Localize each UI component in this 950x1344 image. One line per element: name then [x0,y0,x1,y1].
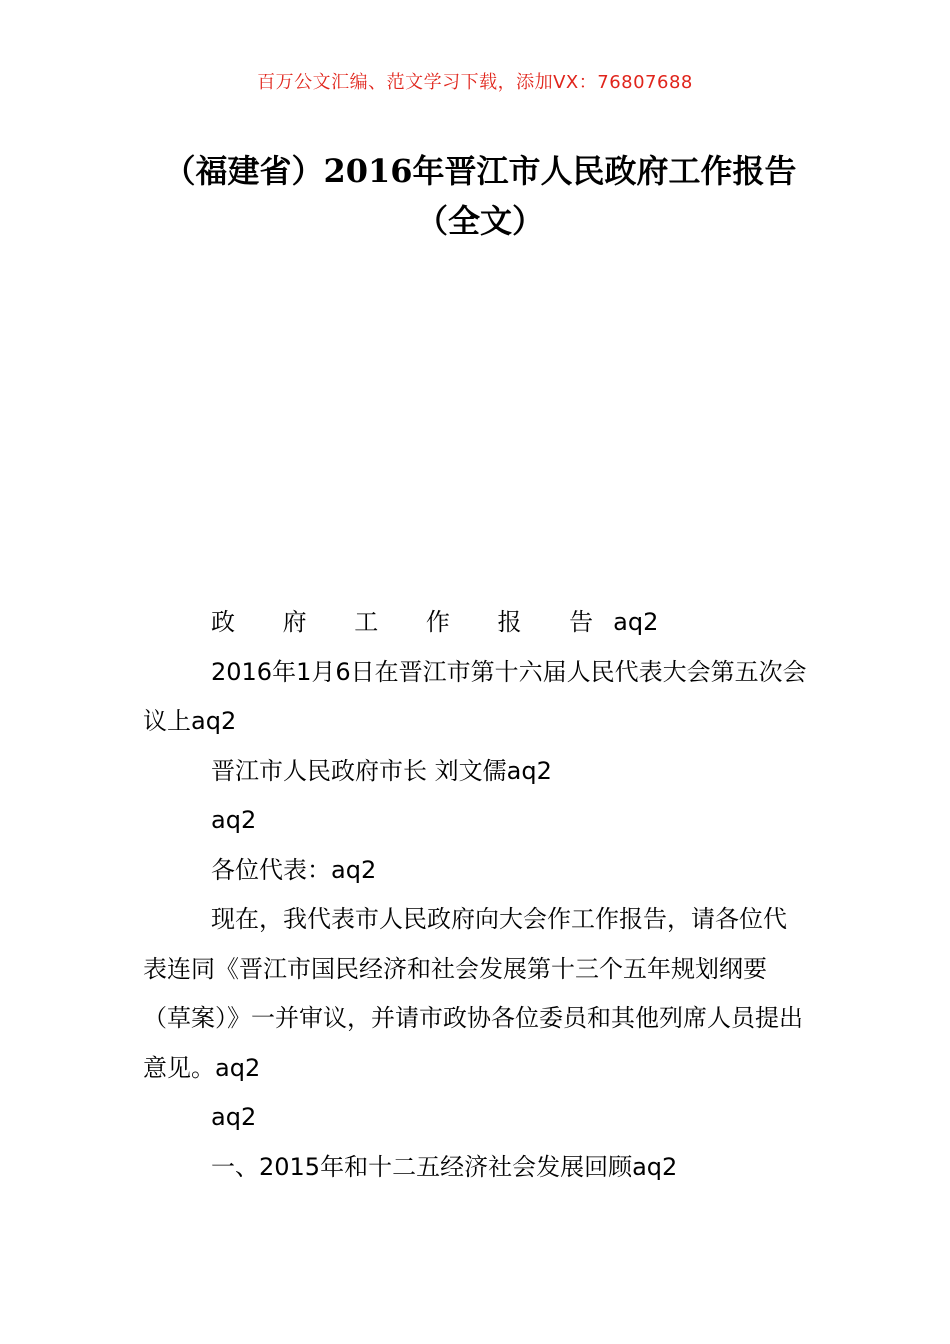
paragraph: 晋江市人民政府市长 刘文儒aq2 [211,756,552,785]
section-heading-text: 政 府 工 作 报 告 [211,608,614,636]
paragraph: 现在，我代表市人民政府向大会作工作报告，请各位代表连同《晋江市国民经济和社会发展第十三个五年规划纲要（草案）》一并审议，并请市政协各位委员和其他列席人员提出意见。aq2 [143,905,803,1082]
paragraph: 2016年1月6日在晋江市第十六届人民代表大会第五次会议上aq2 [143,657,807,735]
paragraph: aq2 [211,1103,257,1131]
header-note: 百万公文汇编、范文学习下载，添加VX：76807688 [257,72,693,93]
document-title: （福建省）2016年晋江市人民政府工作报告（全文） [163,152,797,240]
paragraph: 各位代表：aq2 [211,855,377,884]
section-heading [143,598,808,648]
paragraph: aq2 [211,806,257,834]
document-body [143,598,808,1192]
paragraph: 一、2015年和十二五经济社会发展回顾aq2 [211,1152,678,1181]
section-heading-suffix: aq2 [613,608,659,636]
